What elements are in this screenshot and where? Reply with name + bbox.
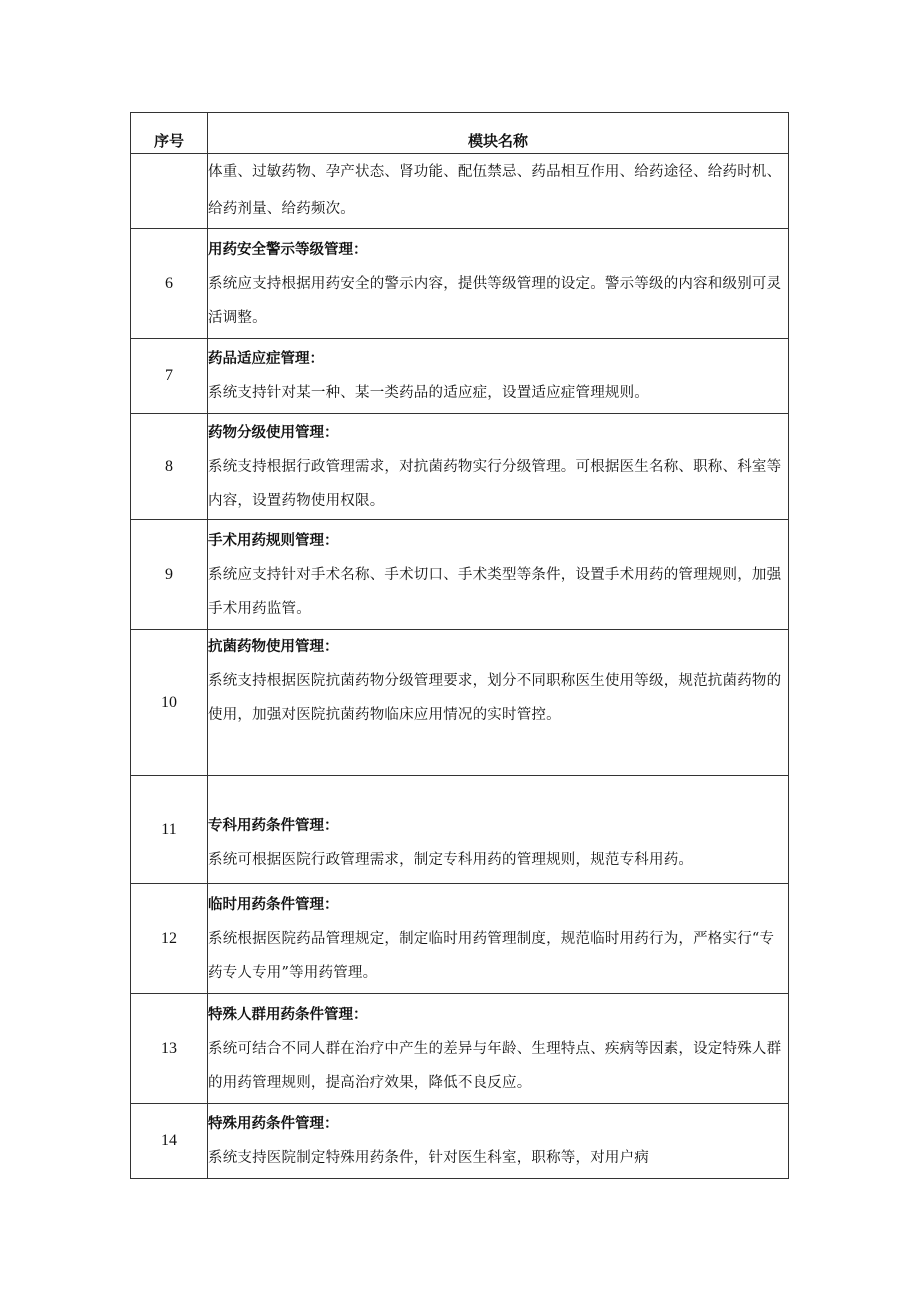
- table-row: [131, 776, 789, 884]
- row-content: [208, 630, 789, 776]
- row-desc: 系统根据医院药品管理规定，制定临时用药管理制度，规范临时用药行为，严格实行“专药专人专用”等用药管理。: [208, 930, 775, 981]
- row-num: 7: [131, 339, 208, 414]
- row-content: [208, 154, 789, 229]
- row-desc: 系统可结合不同人群在治疗中产生的差异与年龄、生理特点、疾病等因素，设定特殊人群的用药管理规则，提高治疗效果，降低不良反应。: [208, 1040, 782, 1091]
- table-row: [131, 1104, 789, 1179]
- table-row: [131, 339, 789, 414]
- row-desc: 系统应支持根据用药安全的警示内容，提供等级管理的设定。警示等级的内容和级别可灵活调整。: [208, 275, 782, 326]
- row-num: 14: [131, 1104, 208, 1179]
- row-desc: 系统应支持针对手术名称、手术切口、手术类型等条件，设置手术用药的管理规则，加强手术用药监管。: [208, 566, 782, 617]
- table-row-continuation: [131, 154, 789, 229]
- row-desc: 系统支持医院制定特殊用药条件，针对医生科室，职称等，对用户病: [208, 1150, 649, 1166]
- row-title: 特殊人群用药条件管理：: [208, 1006, 368, 1023]
- row-content: [208, 520, 789, 630]
- header-module-name: 模块名称: [208, 113, 789, 154]
- row-desc: 系统可根据医院行政管理需求，制定专科用药的管理规则，规范专科用药。: [208, 852, 694, 868]
- row-desc: 系统支持根据行政管理需求，对抗菌药物实行分级管理。可根据医生名称、职称、科室等内容，设置药物使用权限。: [208, 458, 782, 509]
- row-num: 8: [131, 414, 208, 520]
- row-title: 药品适应症管理：: [208, 351, 324, 367]
- row-content: [208, 229, 789, 339]
- row-title: 抗菌药物使用管理：: [208, 639, 339, 655]
- module-table: [130, 112, 789, 1179]
- row-num: 12: [131, 884, 208, 994]
- row-num: 13: [131, 994, 208, 1104]
- row-desc: 系统支持针对某一种、某一类药品的适应症，设置适应症管理规则。: [208, 385, 649, 401]
- row-title: 专科用药条件管理：: [208, 818, 339, 834]
- row-num: 10: [131, 630, 208, 776]
- row-title: 药物分级使用管理：: [208, 424, 339, 441]
- row-title: 临时用药条件管理：: [208, 896, 339, 913]
- row-num: [131, 154, 208, 229]
- table-row: [131, 414, 789, 520]
- table-row: [131, 229, 789, 339]
- row-title: 特殊用药条件管理：: [208, 1116, 339, 1132]
- row-content: [208, 414, 789, 520]
- row-content: [208, 339, 789, 414]
- row-title: 手术用药规则管理：: [208, 532, 339, 549]
- row-content: [208, 1104, 789, 1179]
- row-num: 11: [131, 776, 208, 884]
- table-row: [131, 994, 789, 1104]
- row-desc: 系统支持根据医院抗菌药物分级管理要求，划分不同职称医生使用等级，规范抗菌药物的使用，加强对医院抗菌药物临床应用情况的实时管控。: [208, 673, 782, 723]
- table-header-row: [131, 113, 789, 154]
- row-content: [208, 994, 789, 1104]
- row-content: [208, 884, 789, 994]
- row-desc: 体重、过敏药物、孕产状态、肾功能、配伍禁忌、药品相互作用、给药途径、给药时机、给药剂量、给药频次。: [208, 164, 782, 217]
- row-num: 6: [131, 229, 208, 339]
- table-row: [131, 630, 789, 776]
- table-row: [131, 884, 789, 994]
- row-content: [208, 776, 789, 884]
- header-num: 序号: [131, 113, 208, 154]
- row-num: 9: [131, 520, 208, 630]
- row-title: 用药安全警示等级管理：: [208, 241, 368, 258]
- table-row: [131, 520, 789, 630]
